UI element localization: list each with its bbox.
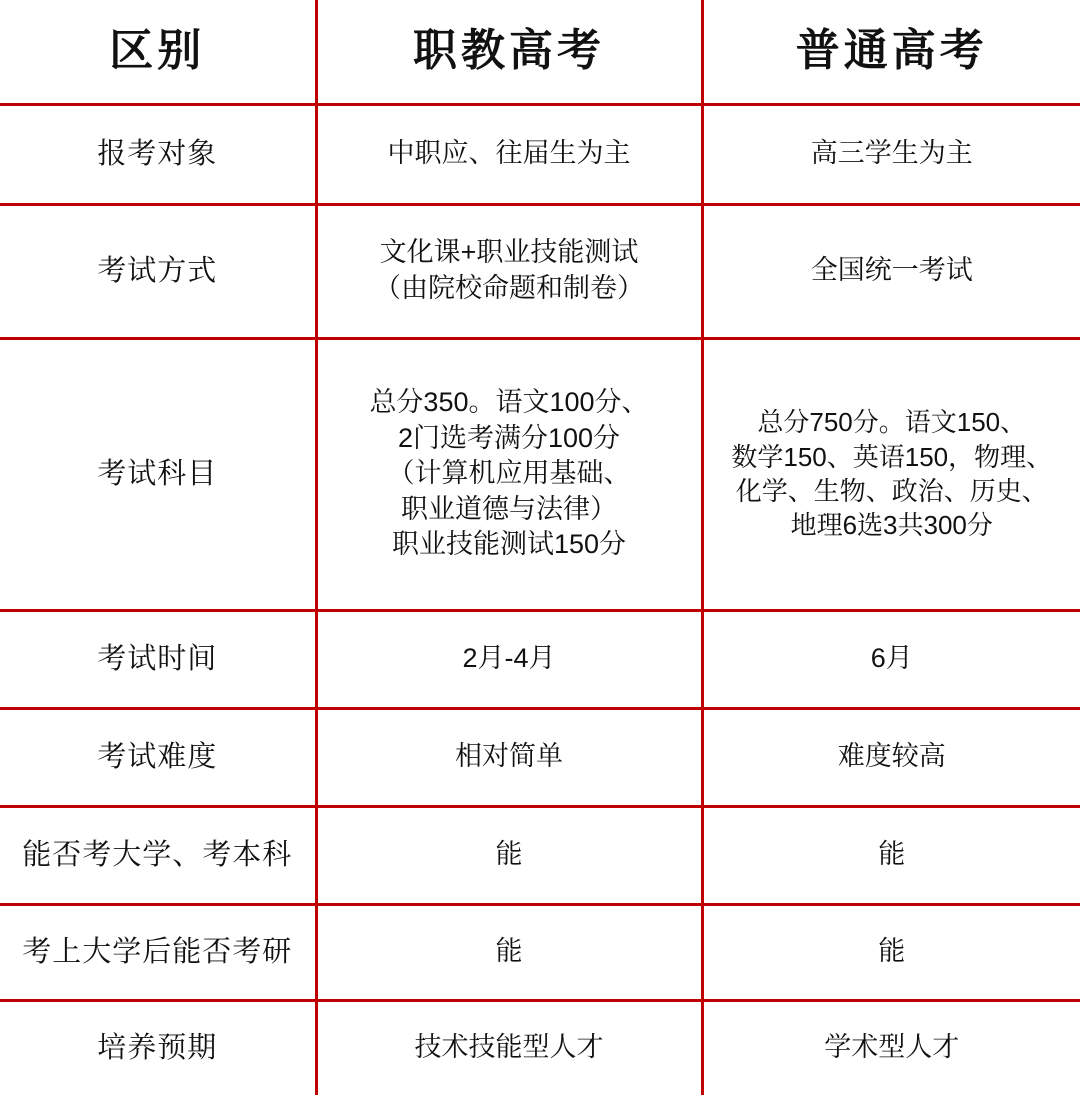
table-row — [0, 806, 1080, 904]
cell-line: 能 — [878, 936, 906, 967]
cell-line: 化学、生物、政治、历史、 — [735, 476, 1048, 506]
cell-line: （由院校命题和制卷） — [374, 273, 644, 303]
cell-vocational-applicants — [316, 104, 702, 204]
row-label-applicants: 报考对象 — [0, 104, 316, 204]
cell-regular-exam-method — [702, 204, 1080, 338]
row-label-exam-subjects: 考试科目 — [0, 338, 316, 610]
table-row — [0, 104, 1080, 204]
header-category: 区别 — [0, 0, 316, 104]
cell-regular-exam-difficulty — [702, 708, 1080, 806]
cell-vocational-training-goal — [316, 1000, 702, 1095]
cell-vocational-exam-method — [316, 204, 702, 338]
cell-line: 2门选考满分100分 — [397, 422, 621, 453]
cell-regular-training-goal — [702, 1000, 1080, 1095]
cell-line: 全国统一考试 — [810, 255, 973, 286]
cell-regular-university-eligibility — [702, 806, 1080, 904]
cell-line: 中职应、往届生为主 — [387, 138, 631, 169]
header-vocational-exam: 职教高考 — [316, 0, 702, 104]
cell-vocational-exam-time — [316, 610, 702, 708]
cell-line: 技术技能型人才 — [414, 1032, 604, 1063]
table-row — [0, 904, 1080, 1000]
cell-line: 总分350。语文100分、 — [369, 386, 649, 417]
table-row — [0, 610, 1080, 708]
cell-regular-exam-time — [702, 610, 1080, 708]
cell-line: 6月 — [870, 643, 913, 674]
cell-line: 相对简单 — [455, 741, 563, 772]
table-header-row — [0, 0, 1080, 104]
cell-vocational-university-eligibility — [316, 806, 702, 904]
row-label-exam-time: 考试时间 — [0, 610, 316, 708]
row-label-exam-method: 考试方式 — [0, 204, 316, 338]
cell-line: 能 — [878, 839, 906, 870]
table-row — [0, 1000, 1080, 1095]
cell-regular-postgraduate-eligibility — [702, 904, 1080, 1000]
cell-vocational-postgraduate-eligibility — [316, 904, 702, 1000]
cell-line: 数学150、英语150，物理、 — [731, 441, 1053, 472]
cell-line: 职业技能测试150分 — [391, 529, 627, 560]
row-label-postgraduate-eligibility: 考上大学后能否考研 — [0, 904, 316, 1000]
cell-line: 高三学生为主 — [810, 138, 973, 169]
cell-regular-applicants — [702, 104, 1080, 204]
cell-line: 学术型人才 — [824, 1032, 960, 1063]
cell-line: 2月-4月 — [462, 643, 556, 674]
cell-line: 难度较高 — [837, 741, 946, 772]
row-label-university-eligibility: 能否考大学、考本科 — [0, 806, 316, 904]
cell-line: 职业道德与法律） — [401, 493, 617, 524]
row-label-training-goal: 培养预期 — [0, 1000, 316, 1095]
cell-line: 文化课+职业技能测试 — [379, 237, 639, 268]
cell-line: （计算机应用基础、 — [387, 458, 631, 489]
row-label-exam-difficulty: 考试难度 — [0, 708, 316, 806]
cell-line: 能 — [495, 839, 523, 870]
cell-regular-exam-subjects — [702, 338, 1080, 610]
table-row — [0, 204, 1080, 338]
header-regular-exam: 普通高考 — [702, 0, 1080, 104]
cell-vocational-exam-difficulty — [316, 708, 702, 806]
cell-line: 地理6选3共300分 — [790, 510, 993, 541]
cell-line: 总分750分。语文150、 — [757, 407, 1027, 438]
table-row — [0, 338, 1080, 610]
cell-line: 能 — [495, 936, 523, 967]
table-row — [0, 708, 1080, 806]
cell-vocational-exam-subjects — [316, 338, 702, 610]
